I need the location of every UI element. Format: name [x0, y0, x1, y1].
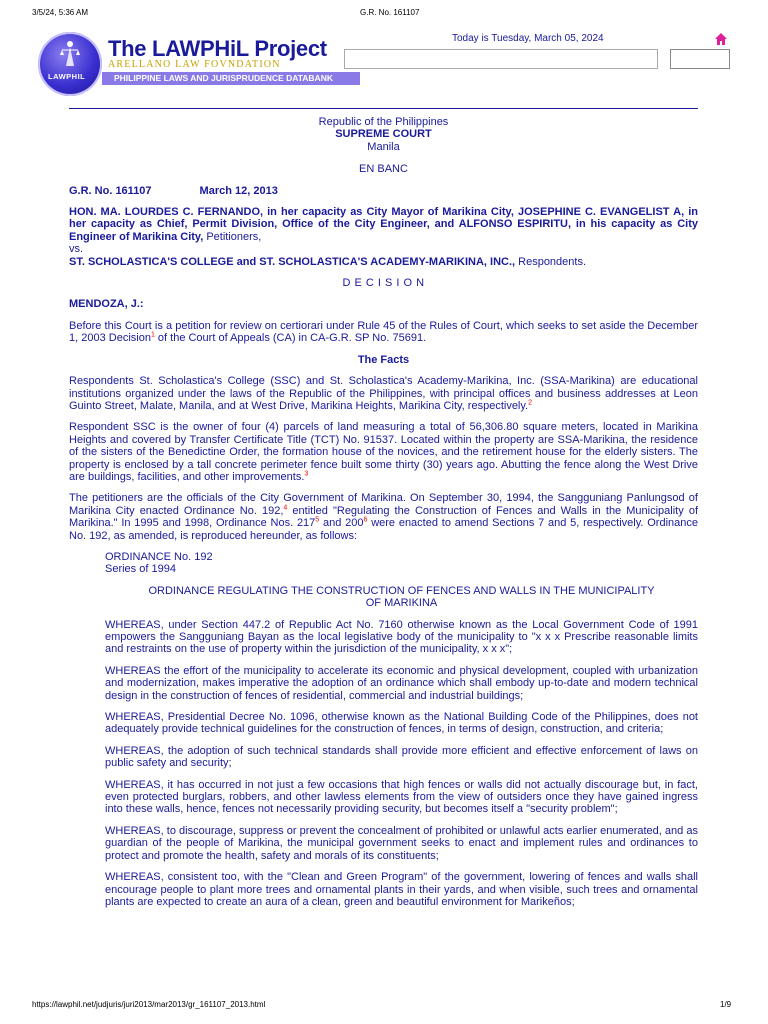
p4-text-c: and 200: [319, 517, 364, 530]
brand-name: LAWPHiL: [152, 36, 249, 61]
republic-line: Republic of the Philippines: [318, 116, 449, 128]
respondents-label: Respondents.: [515, 255, 587, 268]
petitioners: [69, 206, 698, 243]
whereas-6: WHEREAS, to discourage, suppress or prevent the concealment of prohibited or unlawful acts earlier enumerated, and as guardian of the people of Marikina, the municipal government seeks to enact and implement rules and ordinances to protect and promote the health, safety and morals of its constituents;: [105, 824, 698, 862]
ordinance-series: Series of 1994: [105, 563, 176, 576]
footnote-1-link[interactable]: 1: [150, 331, 155, 339]
gr-number: G.R. No. 161107: [69, 184, 152, 197]
brand-prefix: The: [108, 36, 153, 61]
whereas-2: WHEREAS the effort of the municipality to accelerate its economic and physical development, coupled with urbanization and modernization, makes imperative the adoption of an ordinance which shall embody up-to-date and modern technical design in the construction of fences of residential, commercial and industrial buildings;: [105, 664, 698, 702]
petitioners-label: Petitioners,: [203, 230, 262, 243]
logo-tag: LAWPHIL: [48, 72, 86, 81]
p4-text-d: were enacted to amend Sections 7 and 5, respectively. Ordinance No. 192, as amended, is reproduced hereunder, as follows:: [69, 517, 698, 542]
p2-text: Respondents St. Scholastica's College (SSC) and St. Scholastica's Academy-Marikina, Inc. (SSA-Marikina) are educational institutions organized under the laws of the Republic of the Philippines, with principal offices and business addresses at Leon Guinto Street, Malate, Manila, and at West Drive, Marikina Heights, Marikina City, respectively.: [69, 375, 698, 412]
print-datetime: 3/5/24, 5:36 AM: [32, 8, 89, 17]
paragraph-3: [69, 421, 698, 483]
decision-document: [69, 116, 698, 908]
footnote-4-link[interactable]: 4: [283, 504, 288, 512]
court-name: SUPREME COURT: [335, 128, 432, 141]
databank-banner: PHILIPPINE LAWS AND JURISPRUDENCE DATABANK: [102, 72, 360, 85]
home-icon[interactable]: [714, 32, 728, 46]
p3-text: Respondent SSC is the owner of four (4) parcels of land measuring a total of 56,306.80 square meters, located in Marikina Heights and covered by Transfer Certificate Title (TCT) No. 91537. Located within the property are SSA-Marikina, the residence of the sisters of the Benedictine Order, the formation house of the novices, and the retirement house for the elderly sisters. The property is enclosed by a tall concrete perimeter fence built some thirty (30) years ago. Abutting the fence along the West Drive are buildings, facilities, and other improvements.: [69, 421, 698, 483]
decision-date: March 12, 2013: [199, 184, 278, 197]
footnote-5-link[interactable]: 5: [315, 516, 320, 524]
lawphil-logo[interactable]: [38, 32, 102, 96]
respondents-names: ST. SCHOLASTICA'S COLLEGE and ST. SCHOLASTICA'S ACADEMY-MARIKINA, INC.,: [69, 255, 516, 268]
court-city: Manila: [367, 140, 400, 153]
en-banc: EN BANC: [359, 163, 408, 176]
header-divider: [69, 108, 698, 109]
p1-text-b: of the Court of Appeals (CA) in CA-G.R. SP No. 75691.: [154, 332, 427, 345]
whereas-5: WHEREAS, it has occurred in not just a few occasions that high fences or walls did not actually discourage but, in fact, even protected burglars, robbers, and other lawless elements from the view of outsiders once they have gained ingress into these walls, hence, fences not necessarily providing security, but becomes itself a "security problem";: [105, 778, 698, 816]
case-header: [69, 185, 698, 197]
foundation-name: ARELLANO LAW FOVNDATION: [108, 59, 281, 70]
footnote-3-link[interactable]: 3: [304, 470, 309, 478]
p1-text-a: Before this Court is a petition for review on certiorari under Rule 45 of the Rules of Court, which seeks to set aside the December 1, 2003 Decision: [69, 319, 698, 345]
ordinance-number: ORDINANCE No. 192: [105, 550, 213, 563]
respondents: [69, 256, 698, 268]
ordinance-block: [105, 551, 698, 908]
print-url: https://lawphil.net/judjuris/juri2013/mar2013/gr_161107_2013.html: [32, 1000, 266, 1009]
p4-text-a: The petitioners are the officials of the City Government of Marikina. On September 30, 1994, the Sangguniang Panlungsod of Marikina City enacted Ordinance No. 192,: [69, 492, 698, 517]
p4-text-b: entitled "Regulating the Construction of Fences and Walls in the Municipality of Marikina." In 1995 and 1998, Ordinance Nos. 217: [69, 504, 698, 530]
decision-heading: D E C I S I O N: [342, 277, 425, 290]
print-page-count: 1/9: [720, 1000, 732, 1009]
search-button[interactable]: [670, 49, 730, 69]
whereas-1: WHEREAS, under Section 447.2 of Republic Act No. 7160 otherwise known as the Local Government Code of 1991 empowers the Sangguniang Bayan as the local legislative body of the municipality to "x x x Prescribe reasonable limits and restraints on the use of property within the jurisdiction of the municipality, x x x";: [105, 618, 698, 656]
ponente: MENDOZA, J.:: [69, 298, 144, 311]
facts-heading: The Facts: [357, 353, 410, 366]
paragraph-2: [69, 375, 698, 412]
whereas-4: WHEREAS, the adoption of such technical standards shall provide more efficient and effective enforcement of laws on public safety and security;: [105, 744, 698, 770]
versus: vs.: [69, 243, 84, 256]
print-page-title: G.R. No. 161107: [360, 8, 420, 17]
whereas-7: WHEREAS, consistent too, with the "Clean and Green Program" of the government, lowering of fences and walls shall encourage people to plant more trees and ornamental plants in their yards, and when visible, such trees and ornamental plants are expected to create an aura of a clean, green and beautiful environment for Marikeños;: [105, 871, 698, 908]
today-date: Today is Tuesday, March 05, 2024: [452, 33, 604, 44]
whereas-3: WHEREAS, Presidential Decree No. 1096, otherwise known as the National Building Code of the Philippines, does not adequately provide technical guidelines for the construction of fences, in terms of design, construction, and criteria;: [105, 711, 698, 736]
paragraph-4: [69, 492, 698, 542]
justice-icon: [60, 40, 80, 68]
search-input[interactable]: [344, 49, 658, 69]
ordinance-title: ORDINANCE REGULATING THE CONSTRUCTION OF FENCES AND WALLS IN THE MUNICIPALITY OF MARIKINA: [148, 584, 655, 610]
brand-suffix: Project: [248, 36, 327, 61]
paragraph-1: [69, 320, 698, 345]
petitioners-names: HON. MA. LOURDES C. FERNANDO, in her capacity as City Mayor of Marikina City, JOSEPHINE C. EVANGELIST A, in her capacity as Chief, Permit Division, Office of the City Engineer, and ALFONSO ESPIRITU, in his capacity as City Engineer of Marikina City,: [69, 206, 698, 243]
footnote-6-link[interactable]: 6: [363, 516, 368, 524]
footnote-2-link[interactable]: 2: [528, 399, 533, 407]
